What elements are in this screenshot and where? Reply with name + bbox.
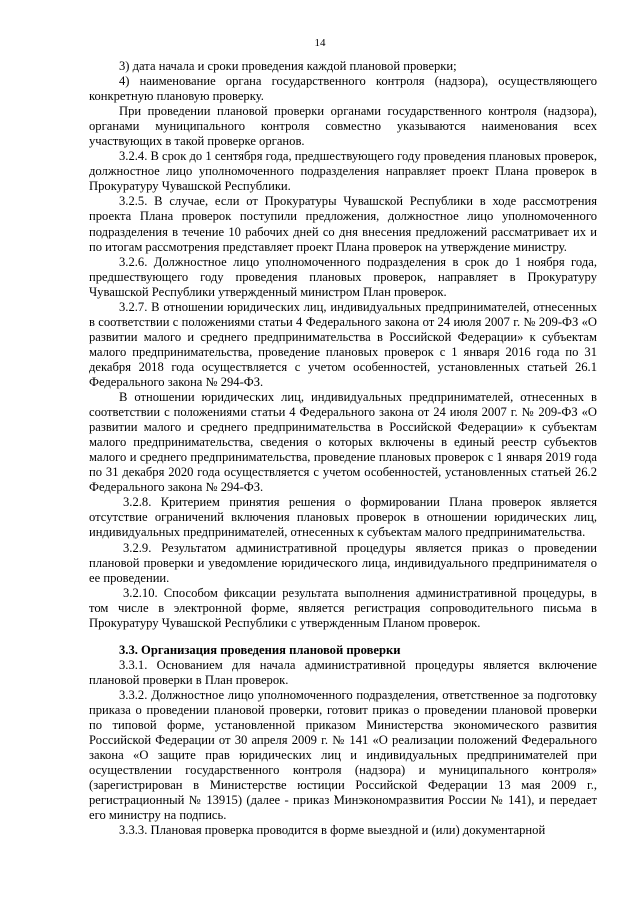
section-heading-3-3: 3.3. Организация проведения плановой проверки: [119, 642, 401, 657]
paragraph-3-3-2: 3.3.2. Должностное лицо уполномоченного подразделения, ответственное за подготовку приказа о проведении плановой проверки, готовит приказ о проведении плановой проверки по типовой форме, установленной приказом Министерства экономического развития Российской Федерации от 30 апреля 2009 г. № 141 «О реализации положений Федерального закона «О защите прав юридических лиц и индивидуальных предпринимателей при осуществлении государственного контроля (надзора) и муниципального контроля» (зарегистрирован в Министерстве юстиции Российской Федерации 13 мая 2009 г., регистрационный № 13915) (далее - приказ Минэкономразвития России № 141), и передает его министру на подпись.: [89, 687, 597, 823]
paragraph-joint-inspection: При проведении плановой проверки органами государственного контроля (надзора), органами муниципального контроля совместно указываются наименования всех участвующих в такой проверке органов.: [89, 104, 597, 149]
paragraph-3-2-3-item-4: 4) наименование органа государственного контроля (надзора), осуществляющего конкретную плановую проверку.: [89, 74, 597, 104]
document-body: [89, 59, 597, 838]
paragraph-3-2-7-continued: В отношении юридических лиц, индивидуальных предпринимателей, отнесенных в соответствии с положениями статьи 4 Федерального закона от 24 июля 2007 г. № 209-ФЗ «О развитии малого и среднего предпринимательства в Российской Федерации» к субъектам малого предпринимательства, сведения о которых включены в единый реестр субъектов малого и среднего предпринимательства, проведение плановых проверок с 1 января 2019 года по 31 декабря 2020 года осуществляется с учетом особенностей, установленных статьей 26.2 Федерального закона № 294-ФЗ.: [89, 390, 597, 495]
page-number: 14: [314, 37, 326, 49]
paragraph-3-2-4: 3.2.4. В срок до 1 сентября года, предшествующего году проведения плановых проверок, должностное лицо уполномоченного подразделения направляет проект Плана проверок в Прокуратуру Чувашской Республики.: [89, 149, 597, 194]
paragraph-3-3-1: 3.3.1. Основанием для начала административной процедуры является включение плановой проверки в План проверок.: [89, 657, 597, 687]
paragraph-3-2-10: 3.2.10. Способом фиксации результата выполнения административной процедуры, в том числе в электронной форме, является регистрация сопроводительного письма в Прокуратуру Чувашской Республики с утвержденным Планом проверок.: [89, 585, 597, 630]
paragraph-3-2-6: 3.2.6. Должностное лицо уполномоченного подразделения в срок до 1 ноября года, предшествующего году проведения плановых проверок, направляет в Прокуратуру Чувашской Республики утвержденный министром План проверок.: [89, 254, 597, 299]
paragraph-3-2-7: 3.2.7. В отношении юридических лиц, индивидуальных предпринимателей, отнесенных в соответствии с положениями статьи 4 Федерального закона от 24 июля 2007 г. № 209-ФЗ «О развитии малого и среднего предпринимательства в Российской Федерации» к субъектам малого предпринимательства, проведение плановых проверок с 1 января 2016 года по 31 декабря 2018 года осуществляется с учетом особенностей, установленных статьей 26.1 Федерального закона № 294-ФЗ.: [89, 299, 597, 389]
paragraph-3-2-5: 3.2.5. В случае, если от Прокуратуры Чувашской Республики в ходе рассмотрения проекта Плана проверок поступили предложения, должностное лицо уполномоченного подразделения в течение 10 рабочих дней со дня внесения предложений рассматривает их и по итогам рассмотрения представляет проект Плана проверок на утверждение министру.: [89, 194, 597, 254]
paragraph-3-2-8: 3.2.8. Критерием принятия решения о формировании Плана проверок является отсутствие ограничений включения плановых проверок в отношении юридических лиц, индивидуальных предпринимателей, отнесенных к субъектам малого предпринимательства.: [89, 495, 597, 540]
paragraph-3-2-3-item-3: 3) дата начала и сроки проведения каждой плановой проверки;: [119, 59, 457, 73]
paragraph-3-3-3: 3.3.3. Плановая проверка проводится в форме выездной и (или) документарной: [119, 823, 546, 838]
paragraph-3-2-9: 3.2.9. Результатом административной процедуры является приказ о проведении плановой проверки и уведомление юридического лица, индивидуального предпринимателя о ее проведении.: [89, 540, 597, 585]
